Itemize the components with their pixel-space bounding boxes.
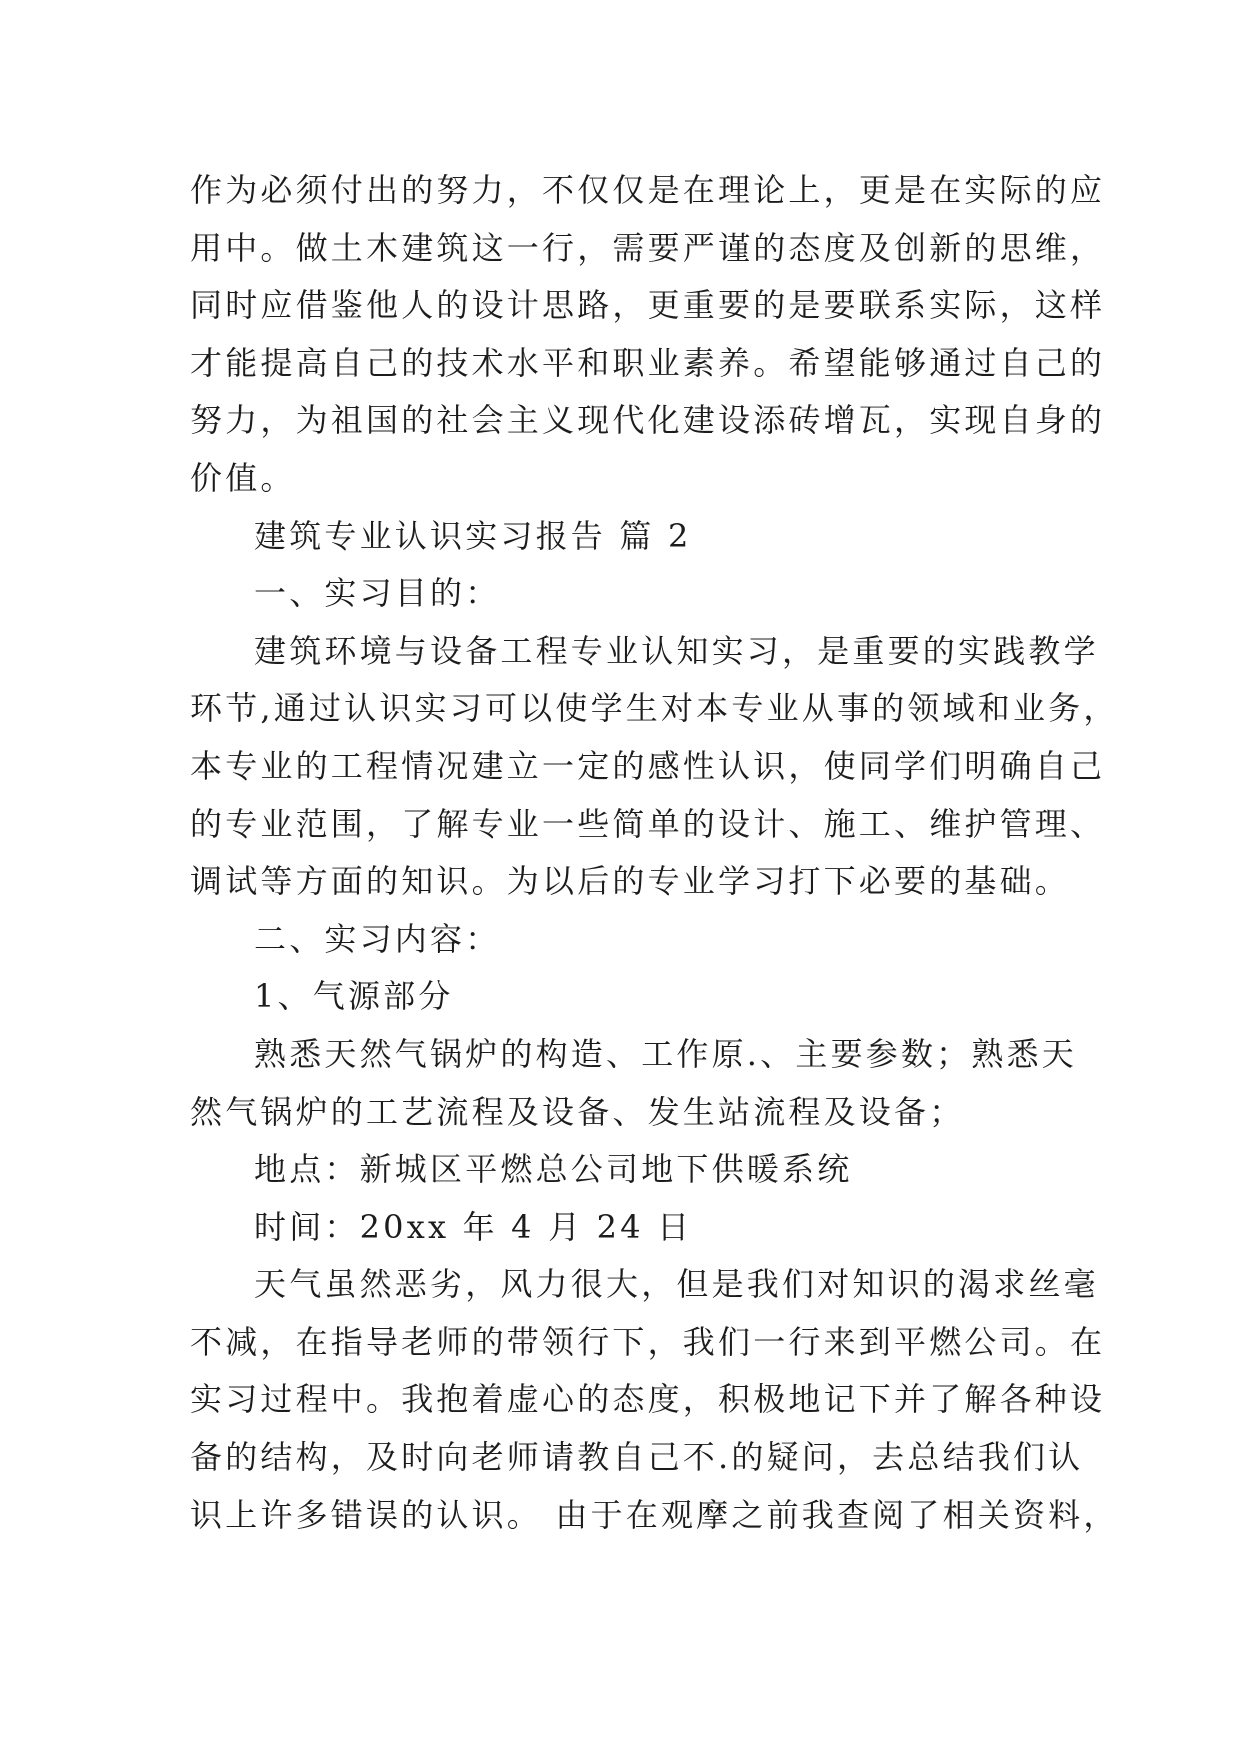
- paragraph-line: 备的结构，及时向老师请教自己不.的疑问，去总结我们认: [190, 1438, 1084, 1477]
- location-line: 地点：新城区平燃总公司地下供暖系统: [254, 1150, 853, 1189]
- paragraph-line: 作为必须付出的努力，不仅仅是在理论上，更是在实际的应: [190, 171, 1106, 209]
- paragraph-line: 调试等方面的知识。为以后的专业学习打下必要的基础。: [190, 862, 1071, 901]
- heading-content: 二、实习内容：: [254, 919, 501, 958]
- paragraph-line: 同时应借鉴他人的设计思路，更重要的是要联系实际，这样: [190, 286, 1106, 325]
- paragraph-line: 价值。: [190, 458, 296, 497]
- paragraph-line: 用中。做土木建筑这一行，需要严谨的态度及创新的思维，: [190, 228, 1106, 267]
- paragraph-line: 识上许多错误的认识。 由于在观摩之前我查阅了相关资料，: [190, 1495, 1119, 1534]
- paragraph-line: 天气虽然恶劣，风力很大，但是我们对知识的渴求丝毫: [254, 1265, 1099, 1304]
- date-line: 时间：20xx 年 4 月 24 日: [254, 1207, 693, 1246]
- paragraph-line: 实习过程中。我抱着虚心的态度，积极地记下并了解各种设: [190, 1380, 1106, 1419]
- subheading-gas-source: 1、气源部分: [254, 977, 454, 1016]
- paragraph-line: 本专业的工程情况建立一定的感性认识，使同学们明确自己: [190, 746, 1106, 785]
- paragraph-line: 的专业范围，了解专业一些简单的设计、施工、维护管理、: [190, 804, 1106, 843]
- paragraph-line: 然气锅炉的工艺流程及设备、发生站流程及设备；: [190, 1092, 965, 1131]
- paragraph-line: 才能提高自己的技术水平和职业素养。希望能够通过自己的: [190, 343, 1106, 382]
- section-title: 建筑专业认识实习报告 篇 2: [254, 516, 692, 555]
- paragraph-line: 不减，在指导老师的带领行下，我们一行来到平燃公司。在: [190, 1322, 1106, 1361]
- paragraph-line: 建筑环境与设备工程专业认知实习，是重要的实践教学: [254, 631, 1099, 670]
- heading-purpose: 一、实习目的：: [254, 574, 501, 613]
- paragraph-line: 熟悉天然气锅炉的构造、工作原.、主要参数；熟悉天: [254, 1034, 1077, 1073]
- paragraph-line: 环节,通过认识实习可以使学生对本专业从事的领域和业务，: [190, 689, 1119, 728]
- document-body: [190, 162, 1119, 1544]
- paragraph-line: 努力，为祖国的社会主义现代化建设添砖增瓦，实现自身的: [190, 401, 1106, 440]
